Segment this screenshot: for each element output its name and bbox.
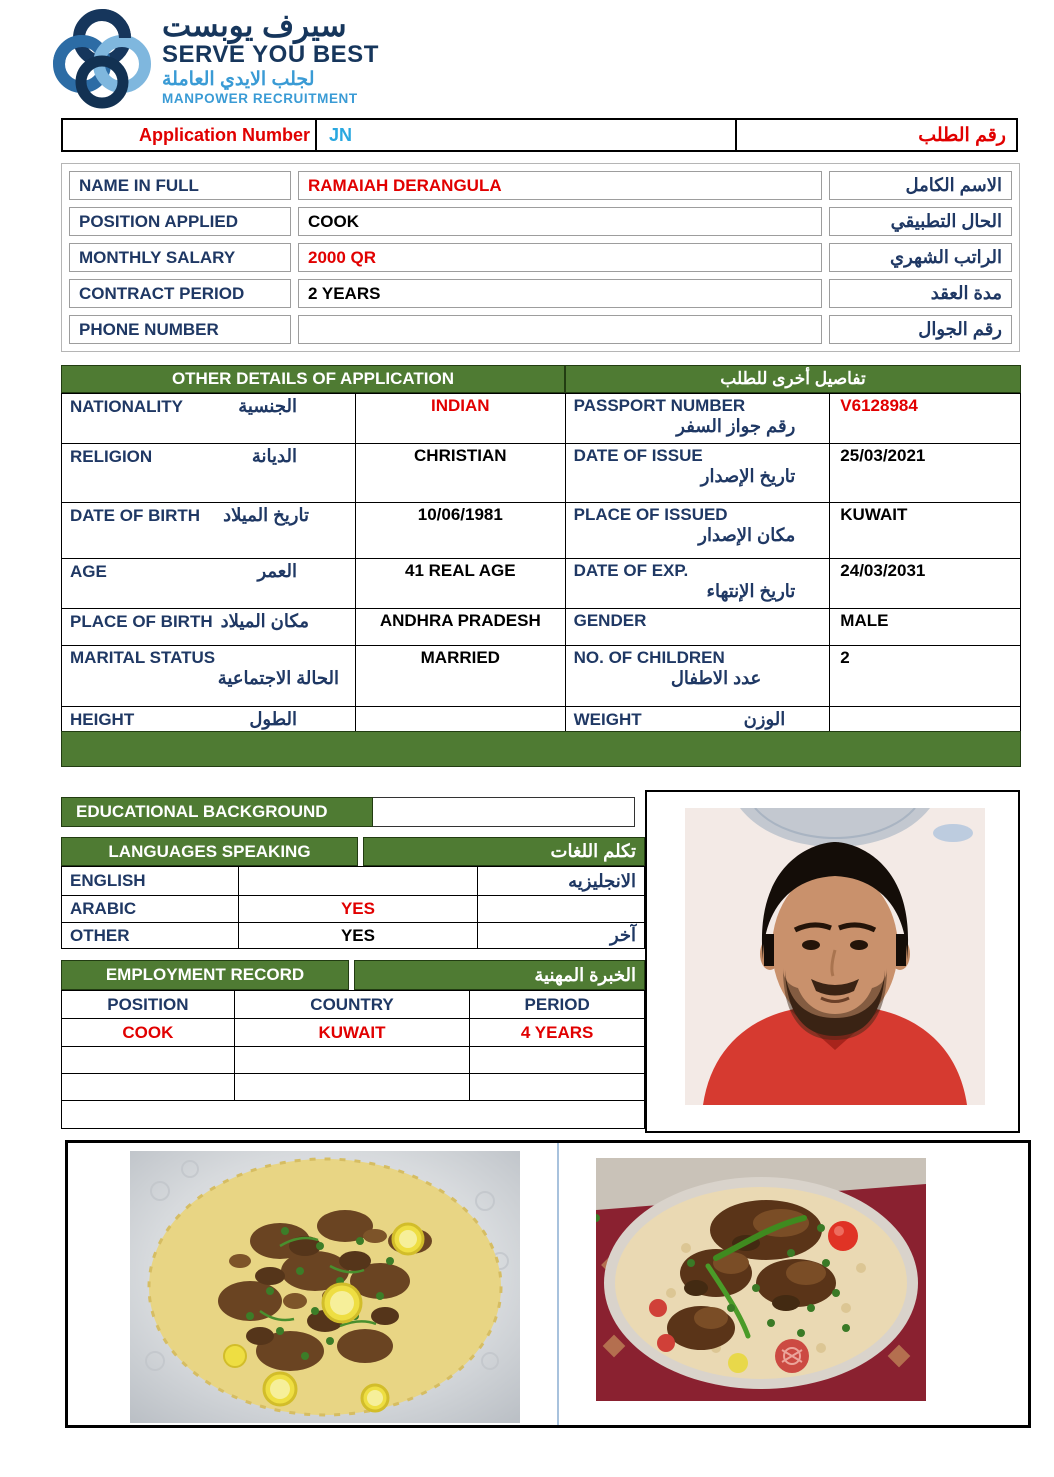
detail-value: 41 REAL AGE (355, 559, 565, 609)
summary-row-name (69, 171, 1012, 200)
logo-arabic-name: سيرف يوبست (162, 7, 347, 43)
languages-header-arabic: تكلم اللغات (363, 837, 645, 866)
education-header-label: EDUCATIONAL BACKGROUND (61, 797, 373, 827)
detail-value: 2 (830, 646, 1021, 707)
food-photo-rice-dish (130, 1151, 520, 1423)
other-details-header-english: OTHER DETAILS OF APPLICATION (61, 365, 565, 393)
employment-row-merged (62, 1101, 645, 1129)
detail-label-arabic: الحالة الاجتماعية (217, 668, 339, 688)
language-name-arabic: آخر (478, 923, 645, 949)
company-logo (52, 6, 379, 110)
summary-value: RAMAIAH DERANGULA (298, 171, 822, 200)
detail-value (830, 707, 1021, 733)
details-row-birthplace (62, 609, 1021, 646)
employment-table (61, 990, 645, 1129)
detail-label-arabic: مكان الإصدار (698, 525, 796, 545)
summary-row-salary (69, 243, 1012, 272)
detail-value: CHRISTIAN (355, 444, 565, 503)
summary-label: NAME IN FULL (69, 171, 291, 200)
detail-label-arabic: تاريخ الإصدار (700, 466, 796, 486)
employment-country: KUWAIT (234, 1019, 470, 1047)
summary-label: PHONE NUMBER (69, 315, 291, 344)
language-value: YES (238, 896, 477, 923)
detail-value: KUWAIT (830, 503, 1021, 559)
application-number-label: Application Number (138, 124, 310, 145)
language-name-arabic (478, 896, 645, 923)
photo-divider (557, 1143, 559, 1425)
detail-label: HEIGHT (70, 710, 135, 729)
summary-table (61, 163, 1020, 352)
detail-label: MARITAL STATUS (70, 648, 216, 667)
detail-value: MARRIED (355, 646, 565, 707)
details-row-birthdate (62, 503, 1021, 559)
language-name-arabic: الانجليزيه (478, 867, 645, 896)
employment-col-country: COUNTRY (234, 991, 470, 1019)
language-value: YES (238, 923, 477, 949)
summary-label: POSITION APPLIED (69, 207, 291, 236)
education-header (61, 797, 635, 827)
detail-label: AGE (70, 562, 107, 581)
application-number-row (61, 118, 1018, 152)
detail-label-arabic: عدد الاطفال (670, 668, 762, 688)
detail-value: ANDHRA PRADESH (355, 609, 565, 646)
detail-label-arabic: تاريخ الميلاد (223, 505, 309, 525)
summary-label-arabic: الراتب الشهري (829, 243, 1012, 272)
detail-label: PLACE OF ISSUED (573, 505, 728, 524)
education-header-blank-cell (373, 797, 635, 827)
detail-value: 10/06/1981 (355, 503, 565, 559)
detail-label: PLACE OF BIRTH (70, 612, 213, 631)
summary-label: MONTHLY SALARY (69, 243, 291, 272)
summary-row-position (69, 207, 1012, 236)
languages-table (61, 866, 645, 949)
employment-col-position: POSITION (62, 991, 235, 1019)
summary-value: 2000 QR (298, 243, 822, 272)
detail-label: DATE OF ISSUE (573, 446, 703, 465)
detail-value: V6128984 (830, 394, 1021, 444)
other-details-header-arabic: تفاصيل أخرى للطلب (565, 365, 1021, 393)
detail-value: 24/03/2031 (830, 559, 1021, 609)
employment-position: COOK (62, 1019, 235, 1047)
logo-english-tagline: MANPOWER RECRUITMENT (162, 91, 358, 107)
languages-header (61, 837, 645, 866)
detail-value: 25/03/2021 (830, 444, 1021, 503)
application-number-value: JN (315, 120, 737, 150)
detail-label: NATIONALITY (70, 397, 184, 416)
employment-period: 4 YEARS (470, 1019, 645, 1047)
employment-row (62, 1047, 645, 1074)
employment-column-headers (62, 991, 645, 1019)
employment-header-english: EMPLOYMENT RECORD (61, 960, 349, 990)
logo-knot-icon (52, 6, 152, 110)
summary-value: COOK (298, 207, 822, 236)
applicant-photo-frame (645, 790, 1020, 1133)
logo-english-name: SERVE YOU BEST (162, 41, 379, 69)
language-name: ENGLISH (62, 867, 239, 896)
details-row-religion (62, 444, 1021, 503)
applicant-photo (685, 808, 985, 1105)
employment-header (61, 960, 645, 990)
employment-header-arabic: الخبرة المهنية (354, 960, 645, 990)
detail-label: WEIGHT (573, 710, 642, 729)
detail-label: RELIGION (70, 447, 153, 466)
detail-label-arabic: الطول (249, 709, 297, 729)
other-details-header (61, 365, 1021, 393)
detail-label-arabic: الجنسية (238, 396, 297, 416)
language-name: OTHER (62, 923, 239, 949)
logo-arabic-tagline: لجلب الايدي العاملة (162, 69, 315, 91)
languages-header-english: LANGUAGES SPEAKING (61, 837, 358, 866)
green-divider-bar (61, 731, 1021, 767)
detail-label-arabic: رقم جواز السفر (676, 416, 796, 436)
summary-row-contract (69, 279, 1012, 308)
detail-label-arabic: مكان الميلاد (220, 611, 309, 631)
detail-label-arabic: الوزن (743, 709, 786, 729)
employment-row (62, 1074, 645, 1101)
detail-value: INDIAN (355, 394, 565, 444)
employment-row (62, 1019, 645, 1047)
summary-value: 2 YEARS (298, 279, 822, 308)
detail-label: DATE OF EXP. (573, 561, 689, 580)
language-row-english (62, 867, 645, 896)
summary-label-arabic: الحال التطبيقي (829, 207, 1012, 236)
summary-label: CONTRACT PERIOD (69, 279, 291, 308)
details-table (61, 393, 1021, 733)
language-row-other (62, 923, 645, 949)
summary-row-phone (69, 315, 1012, 344)
details-row-nationality (62, 394, 1021, 444)
language-name: ARABIC (62, 896, 239, 923)
detail-label-arabic: تاريخ الإنتهاء (706, 581, 796, 601)
detail-label-arabic: الديانة (251, 446, 297, 466)
summary-value (298, 315, 822, 344)
detail-label: PASSPORT NUMBER (573, 396, 746, 415)
detail-label: NO. OF CHILDREN (573, 648, 725, 667)
details-row-age (62, 559, 1021, 609)
summary-label-arabic: الاسم الكامل (829, 171, 1012, 200)
summary-label-arabic: رقم الجوال (829, 315, 1012, 344)
summary-label-arabic: مدة العقد (829, 279, 1012, 308)
detail-label-arabic: العمر (257, 561, 297, 581)
employment-col-period: PERIOD (470, 991, 645, 1019)
detail-label: DATE OF BIRTH (70, 506, 201, 525)
detail-value: MALE (830, 609, 1021, 646)
details-row-marital (62, 646, 1021, 707)
details-row-height (62, 707, 1021, 733)
language-value (238, 867, 477, 896)
language-row-arabic (62, 896, 645, 923)
food-photos-panel (65, 1140, 1031, 1428)
logo-text (162, 7, 379, 107)
food-photo-platter (596, 1158, 926, 1401)
application-number-label-arabic: رقم الطلب (918, 124, 1006, 146)
detail-value (355, 707, 565, 733)
detail-label: GENDER (573, 611, 647, 630)
